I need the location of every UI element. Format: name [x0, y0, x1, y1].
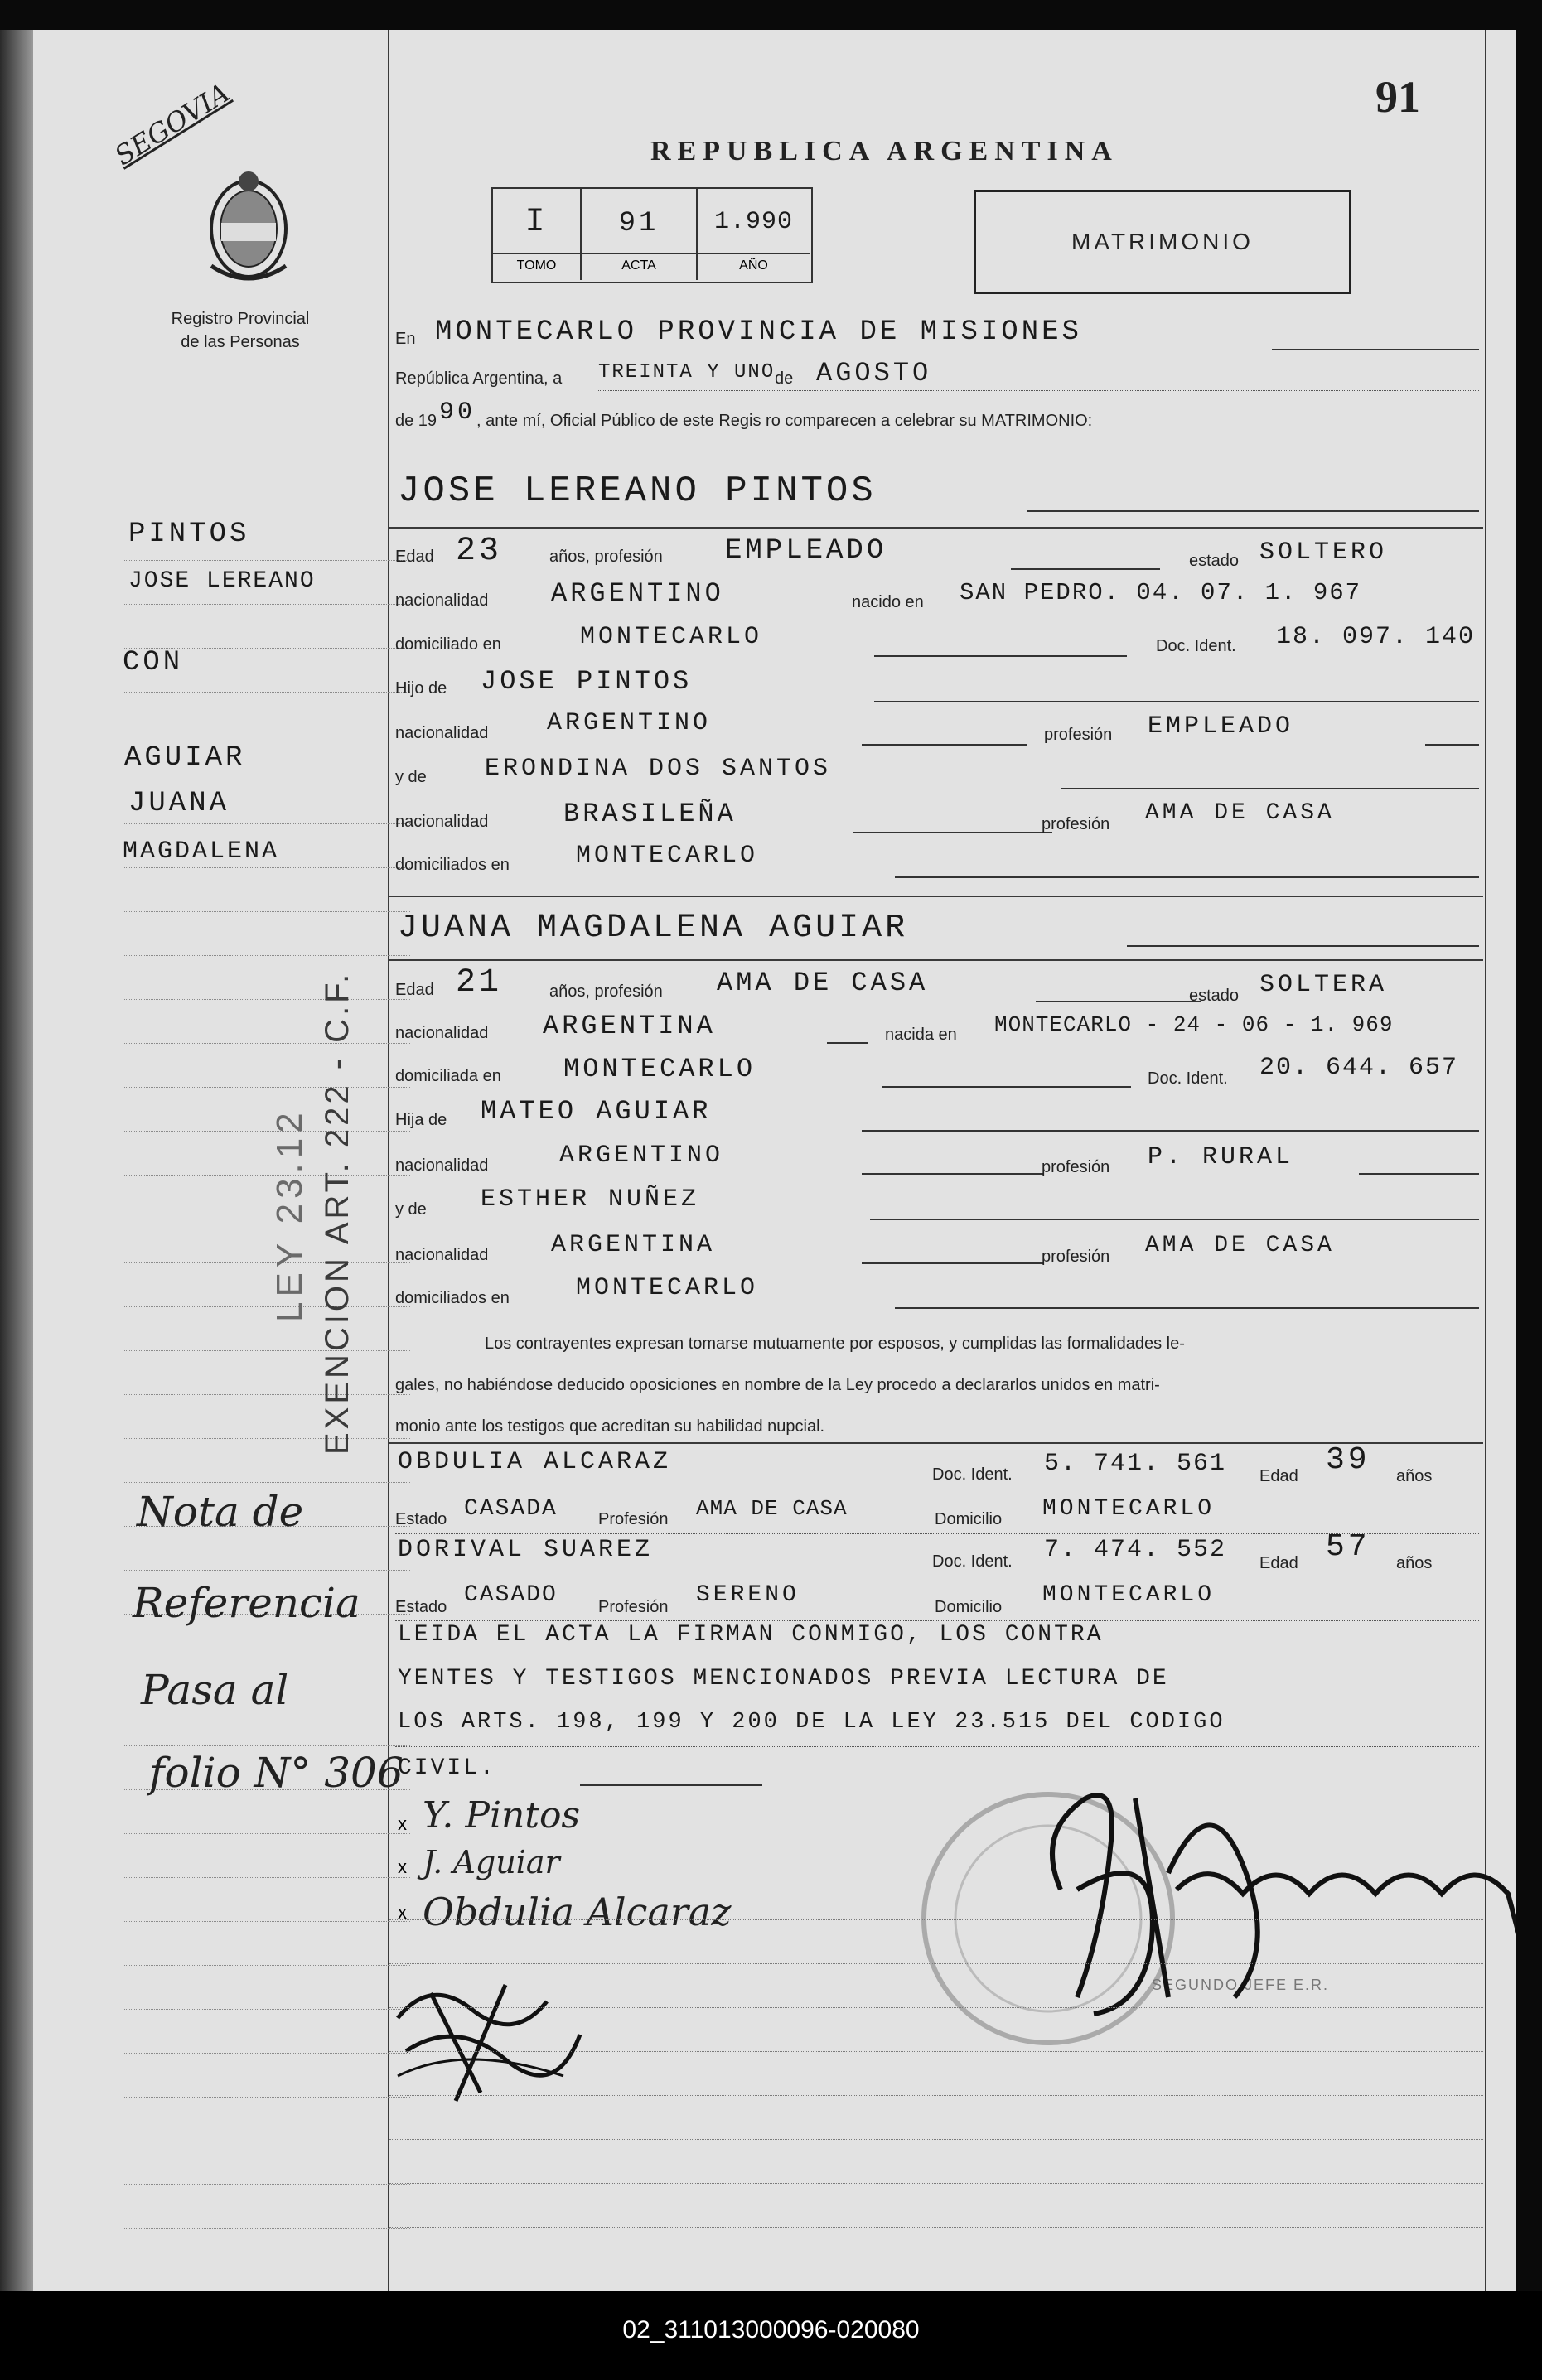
acta-value: 91 [618, 208, 660, 239]
groom-doc: 18. 097. 140 [1276, 623, 1476, 651]
republic-label: República Argentina, a [395, 369, 563, 388]
month-value: AGOSTO [816, 358, 932, 389]
margin-rule [124, 2184, 410, 2185]
groom-father-profession: EMPLEADO [1148, 712, 1294, 741]
doc-label: Doc. Ident. [932, 1465, 1013, 1484]
official-stamp-text: SEGUNDO JEFE E.R. [1152, 1977, 1330, 1993]
signature-1: Y. Pintos [423, 1794, 581, 1837]
nacido-label: nacido en [852, 593, 924, 611]
margin-rule [124, 1438, 410, 1439]
margin-given-name: JOSE LEREANO [128, 568, 316, 594]
margin-rule [124, 1570, 410, 1571]
coat-of-arms-icon [195, 167, 302, 291]
register-page: SEGOVIA Registro Provincial de las Personas PINTOS JOSE LEREANO CON AGUIAR JUANA MAGDALENA LEY 23.12 EXENCION ART. 222 - C.F. Nota de Referencia Pasa al folio N° 306 91 REPUBLICA ARGENTINA I 91 1.990 TOMO ACTA AÑO MATRIMONIO En MONTECARLO PROVINCIA DE MISIONES República Argentina, a TREINTA Y UNO de AGOSTO de 19 90 , ante mí, Oficial Público de este Regis ro comparecen a celebrar su MATRIMONIO: JOSE LEREANO PINTOS Edad 23 años, profesión EMPLEADO estado SOLTERO nacionalidad ARGENTINO nacido en SAN PEDRO. 04. 07. 1. 967 domiciliado en MONTECARLO Doc. Ident. 18. 097. 140 Hijo de JOSE PINTOS nacionalidad ARGENTINO profesión EMPLEADO y de ERONDINA DOS SANTOS nacionalidad BRASILEÑA profesión AMA DE CASA domiciliados en MONTECARLO JUANA MAGDALENA AGUIAR Edad 21 años, profesión AMA DE CASA estado SOLTERA nacionalidad ARGENTINA nacida en MONTECARLO - 24 - 06 - 1. 969 domiciliada en MONTECARLO Doc. Ident. 20. 644. 657 Hija de MATEO AGUIAR nacionalidad ARGENTINO profesión P. RURAL y de ESTHER NUÑEZ nacionalidad ARGENTINA profesión AMA DE CASA domiciliados en MONTECARLO Los contrayentes expresan tomarse mutuamente por esposos, y cumplidas las formalidades le- gales, no habiéndose deducido oposiciones en nombre de la Ley procedo a declararlos unidos en matri- monio ante los testigos que acreditan su habilidad nupcial. OBDULIA ALCARAZ Doc. Ident. 5. 741. 561 Edad 39 años Estado CASADA Profesión AMA DE CASA Domicilio MONTECARLO DORIVAL SUAREZ Doc. Ident. 7. 474. 552 Edad 57 años Estado CASADO Profesión SERENO Domicilio MONTECARLO LEIDA EL ACTA LA FIRMAN CONMIGO, LOS CONTRA YENTES Y TESTIGOS MENCIONADOS PREVIA LECTURA DE LOS ARTS. 198, 199 Y 200 DE LA LEY 23.515 DEL CODIGO CIVIL. x Y. Pintos x J. Aguiar x Obdulia Alcaraz SEGUNDO JEFE E.R. [33, 30, 1516, 2291]
ano-label: AÑO [739, 258, 768, 273]
margin-bride-surname: AGUIAR [124, 742, 246, 774]
nacionalidad-label: nacionalidad [395, 813, 489, 831]
nacionalidad-label: nacionalidad [395, 1024, 489, 1042]
day-value: TREINTA Y UNO [598, 361, 776, 384]
margin-rule [124, 604, 410, 605]
nacionalidad-label: nacionalidad [395, 591, 489, 610]
doc-label: Doc. Ident. [1156, 637, 1236, 655]
margin-rule [124, 2097, 410, 2098]
groom-domicile: MONTECARLO [580, 623, 763, 651]
margin-rule [124, 1087, 410, 1088]
margin-rule [124, 823, 410, 824]
nacionalidad-label: nacionalidad [395, 724, 489, 742]
year-suffix: 90 [439, 398, 476, 427]
margin-bride-given-2: MAGDALENA [123, 838, 280, 866]
anos-label: años [1396, 1554, 1433, 1572]
margin-rule [124, 692, 410, 693]
witness-status: CASADO [464, 1582, 558, 1608]
margin-rule [124, 1350, 410, 1351]
margin-rule [124, 1965, 410, 1966]
profesion-label: profesión [1042, 1248, 1110, 1266]
doc-label: Doc. Ident. [1148, 1069, 1228, 1088]
tomo-label: TOMO [516, 258, 557, 273]
margin-rule [124, 1921, 410, 1922]
margin-rule [124, 867, 410, 868]
registrar-stamp: SEGOVIA [109, 76, 235, 172]
domiciliada-label: domiciliada en [395, 1067, 501, 1085]
margin-note-line-2: Referencia [133, 1579, 360, 1627]
profesion-label: años, profesión [549, 548, 663, 566]
en-label: En [395, 330, 416, 348]
declaration-line-2: gales, no habiéndose deducido oposiciones en nombre de la Ley procedo a declararlos unidos en matri- [395, 1376, 1160, 1394]
margin-rule [124, 1131, 410, 1132]
hijo-label: Hijo de [395, 679, 447, 698]
nacionalidad-label: nacionalidad [395, 1246, 489, 1264]
profesion-label: Profesión [598, 1598, 669, 1616]
anos-label: años [1396, 1467, 1433, 1485]
margin-rule [124, 1306, 410, 1307]
declaration-line-1: Los contrayentes expresan tomarse mutuamente por esposos, y cumplidas las formalidades le- [485, 1335, 1185, 1353]
closing-line-4: CIVIL. [398, 1755, 496, 1781]
y-de-label: y de [395, 1200, 427, 1219]
margin-con: CON [123, 647, 184, 678]
witness-doc: 7. 474. 552 [1044, 1536, 1227, 1564]
de-label: de [775, 369, 794, 388]
margin-rule [124, 1043, 410, 1044]
edad-label: Edad [1259, 1467, 1298, 1485]
bride-status: SOLTERA [1259, 971, 1388, 999]
domiciliados-label: domiciliados en [395, 856, 510, 874]
bride-birthplace-date: MONTECARLO - 24 - 06 - 1. 969 [994, 1012, 1394, 1037]
signature-3: Obdulia Alcaraz [423, 1890, 732, 1934]
registry-name: Registro Provincial de las Personas [171, 310, 310, 351]
groom-mother-nationality: BRASILEÑA [563, 799, 737, 829]
margin-rule [124, 1833, 410, 1834]
domiciliado-label: domiciliado en [395, 635, 501, 654]
place-value: MONTECARLO PROVINCIA DE MISIONES [435, 316, 1082, 348]
domicilio-label: Domicilio [935, 1598, 1003, 1616]
domicilio-label: Domicilio [935, 1510, 1003, 1528]
y-de-label: y de [395, 768, 427, 786]
estado-label: Estado [395, 1510, 447, 1528]
witness-doc: 5. 741. 561 [1044, 1450, 1227, 1478]
ruled-line [389, 2007, 1483, 2008]
country-title: REPUBLICA ARGENTINA [650, 136, 1119, 167]
witness-domicile: MONTECARLO [1042, 1496, 1216, 1522]
groom-nationality: ARGENTINO [551, 578, 724, 609]
groom-status: SOLTERO [1259, 538, 1388, 567]
profesion-label: Profesión [598, 1510, 669, 1528]
ruled-line [389, 2051, 1483, 2052]
margin-rule [124, 955, 410, 956]
doc-label: Doc. Ident. [932, 1552, 1013, 1571]
profesion-label: años, profesión [549, 982, 663, 1001]
groom-parents-domicile: MONTECARLO [576, 842, 759, 870]
margin-rule [124, 560, 410, 561]
page-number: 91 [1375, 72, 1420, 122]
bride-mother: ESTHER NUÑEZ [481, 1185, 700, 1214]
witness-profession: SERENO [696, 1582, 800, 1608]
bride-name: JUANA MAGDALENA AGUIAR [398, 910, 909, 947]
profesion-label: profesión [1042, 1158, 1110, 1176]
footer-bar [0, 2291, 1542, 2380]
bride-father-nationality: ARGENTINO [559, 1142, 724, 1170]
bride-domicile: MONTECARLO [563, 1054, 756, 1084]
ruled-line [389, 1963, 1483, 1964]
groom-birthplace-date: SAN PEDRO. 04. 07. 1. 967 [960, 579, 1362, 606]
bride-father-profession: P. RURAL [1148, 1143, 1294, 1171]
witness-profession: AMA DE CASA [696, 1496, 848, 1521]
margin-rule [124, 1877, 410, 1878]
closing-line-2: YENTES Y TESTIGOS MENCIONADOS PREVIA LECTURA DE [398, 1666, 1169, 1692]
margin-note-line-4: folio N° 306 [149, 1749, 404, 1797]
witness-age: 57 [1326, 1529, 1370, 1565]
acta-label: ACTA [621, 258, 656, 273]
year-prefix: de 19 [395, 412, 437, 430]
edad-label: Edad [395, 548, 434, 566]
groom-mother: ERONDINA DOS SANTOS [485, 755, 832, 783]
groom-age: 23 [456, 533, 503, 570]
ruled-line [389, 2227, 1483, 2228]
bride-doc: 20. 644. 657 [1259, 1054, 1459, 1082]
margin-rule [124, 2009, 410, 2010]
domiciliados-label: domiciliados en [395, 1289, 510, 1307]
ruled-line [389, 2139, 1483, 2140]
margin-rule [124, 1175, 410, 1176]
declaration-line-3: monio ante los testigos que acreditan su habilidad nupcial. [395, 1417, 825, 1436]
margin-rule [124, 1262, 410, 1263]
signature-2: J. Aguiar [423, 1844, 560, 1880]
bride-father: MATEO AGUIAR [481, 1096, 712, 1127]
estado-label: estado [1189, 987, 1240, 1005]
nacionalidad-label: nacionalidad [395, 1156, 489, 1175]
bride-mother-nationality: ARGENTINA [551, 1231, 716, 1259]
margin-rule [124, 2228, 410, 2229]
margin-rule [124, 999, 410, 1000]
official-signature-icon [1027, 1749, 1516, 2047]
margin-surname: PINTOS [128, 519, 250, 550]
groom-profession: EMPLEADO [725, 535, 887, 567]
witness-name: DORIVAL SUAREZ [398, 1536, 654, 1564]
ruled-line [389, 2095, 1483, 2096]
closing-line-3: LOS ARTS. 198, 199 Y 200 DE LA LEY 23.515 DEL CODIGO [398, 1710, 1225, 1735]
profesion-label: profesión [1044, 726, 1113, 744]
margin-rule [124, 2053, 410, 2054]
margin-note-line-3: Pasa al [141, 1666, 289, 1714]
ruled-line [389, 1919, 1483, 1920]
witness-domicile: MONTECARLO [1042, 1582, 1216, 1608]
edad-label: Edad [1259, 1554, 1298, 1572]
bride-profession: AMA DE CASA [717, 968, 929, 998]
tomo-value: I [524, 204, 549, 241]
nacida-label: nacida en [885, 1026, 957, 1044]
act-type-box: MATRIMONIO [974, 190, 1351, 294]
margin-rule [124, 911, 410, 912]
margin-note-line-1: Nota de [137, 1488, 304, 1536]
edad-label: Edad [395, 981, 434, 999]
margin-rule [124, 1482, 410, 1483]
bride-age: 21 [456, 964, 503, 1002]
groom-father-nationality: ARGENTINO [547, 709, 712, 737]
bride-mother-profession: AMA DE CASA [1145, 1233, 1335, 1258]
ruled-line [389, 2183, 1483, 2184]
groom-father: JOSE PINTOS [481, 666, 693, 697]
margin-bride-given-1: JUANA [128, 788, 230, 819]
margin-rule [124, 1745, 410, 1746]
estado-label: estado [1189, 552, 1240, 570]
witness-age: 39 [1326, 1442, 1370, 1478]
closing-line-1: LEIDA EL ACTA LA FIRMAN CONMIGO, LOS CONTRA [398, 1622, 1104, 1648]
bride-parents-domicile: MONTECARLO [576, 1274, 759, 1302]
exencion-stamp: EXENCION ART. 222 - C.F. [319, 970, 355, 1455]
estado-label: Estado [395, 1598, 447, 1616]
book-binding [0, 30, 33, 2291]
profesion-label: profesión [1042, 815, 1110, 833]
hija-label: Hija de [395, 1111, 447, 1129]
witness-status: CASADA [464, 1496, 558, 1522]
margin-rule [124, 1394, 410, 1395]
bride-nationality: ARGENTINA [543, 1011, 716, 1041]
fingerprint-signature-icon [381, 1968, 597, 2109]
groom-mother-profession: AMA DE CASA [1145, 800, 1335, 826]
groom-name: JOSE LEREANO PINTOS [398, 471, 877, 512]
file-id-caption: 02_311013000096-020080 [622, 2316, 920, 2344]
intro-statement: , ante mí, Oficial Público de este Regis ro comparecen a celebrar su MATRIMONIO: [476, 412, 1093, 430]
ano-value: 1.990 [713, 208, 793, 236]
witness-name: OBDULIA ALCARAZ [398, 1448, 672, 1476]
ley-stamp: LEY 23.12 [269, 1108, 310, 1322]
margin-column [33, 30, 404, 2291]
